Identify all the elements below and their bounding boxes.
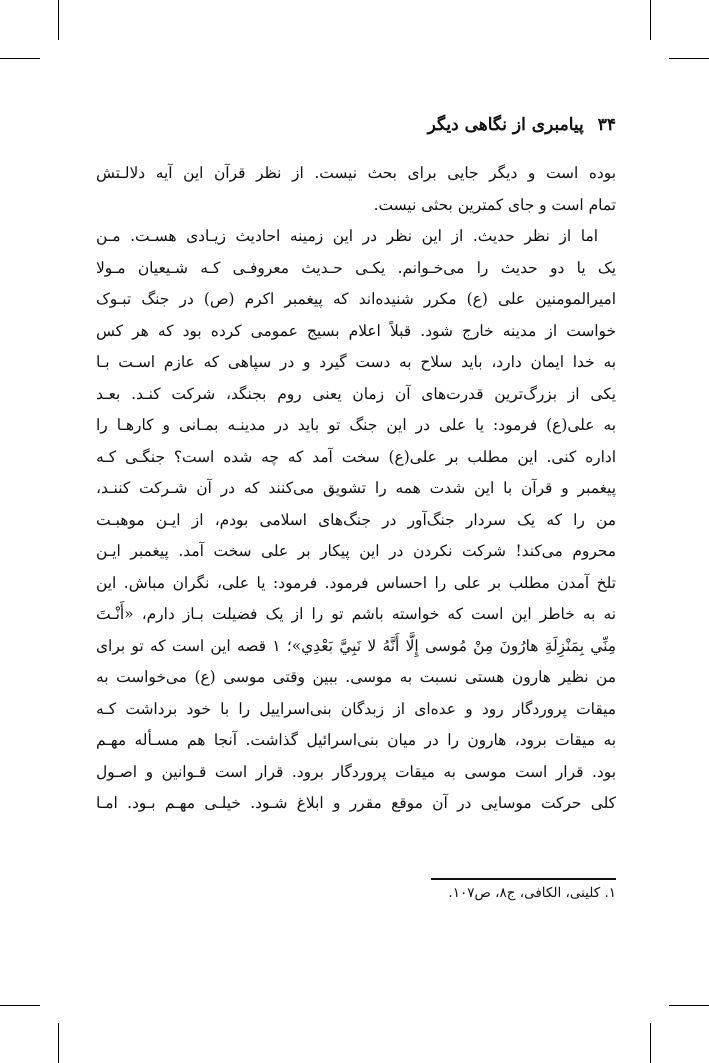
body-text	[96, 158, 616, 820]
text-line: خواست از مدینه خارج شود. قبلاً اعلام بسیج عمومی کرده بود که هر کس	[96, 321, 616, 340]
text-line: بود. قرار است موسی به میقات پروردگار برود. قرار است قـوانین و اصـول	[96, 762, 616, 781]
text-line: امیرالمومنین علی (ع) مکرر شنیده‌اند که پیغمبر اکرم (ص) در جنگ تبـوک	[96, 290, 616, 308]
text-line: پیغمبر و قرآن با این شدت همه را تشویق می‌کنند که در آن شـرکت کننـد،	[96, 479, 616, 497]
text-line: محروم می‌کند! شرکت نکردن در این پیکار بر علی سخت آمد. پیغمبر ایـن	[96, 542, 616, 560]
text-line: به خدا ایمان دارد، باید سلاح به دست گیرد و در سپاهی که عازم اسـت بـا	[96, 353, 616, 371]
crop-mark-bottom-left-h	[0, 1005, 40, 1006]
crop-mark-bottom-right-h	[669, 1005, 709, 1006]
text-line: میقات پروردگار رود و عده‌ای از زبدگان بنی‌اسراییل را با خود برداشت کـه	[96, 699, 616, 718]
crop-mark-bottom-right-v	[650, 1023, 651, 1063]
footnote: ۱. کلینی، الکافی، ج۸، ص۱۰۷.	[448, 885, 616, 901]
text-line: به میقات برود، هارون را در میان بنی‌اسرائیل گذاشت. آنجا هم مسـأله مهـم	[96, 731, 616, 749]
crop-mark-top-left-v	[58, 0, 59, 40]
text-line: بوده است و دیگر جایی برای بحث نیست. از نظر قرآن این آیه دلالـتش	[96, 164, 616, 182]
text-line: به علی(ع) فرمود: یا علی در این جنگ تو باید در مدینـه بمـانی و کارهـا را	[96, 416, 616, 434]
text-line: یکی از بزرگ‌ترین قدرت‌های آن زمان یعنی روم بجنگد، شرکت کنـد. بعـد	[96, 384, 616, 403]
crop-mark-top-right-v	[650, 0, 651, 40]
book-page	[96, 0, 616, 1063]
crop-mark-top-left-h	[0, 58, 40, 59]
crop-mark-bottom-left-v	[58, 1023, 59, 1063]
text-line: تمام است و جای کمترین بحثی نیست.	[373, 195, 616, 214]
text-line: یک یا دو حدیث را می‌خـوانم. یکـی حـدیث معروفـی کـه شـیعیان مـولا	[96, 258, 616, 277]
text-line: کلی حرکت موسایی در آن موقع مقرر و ابلاغ شـود. خیلـی مهـم بـود. امـا	[96, 794, 616, 812]
footnote-divider	[431, 878, 616, 880]
text-line: من را که یک سردار جنگ‌آور در جنگ‌های اسلامی بودم، از ایـن موهبـت	[96, 510, 616, 529]
text-line: تلخ آمدن مطلب بر علی را احساس فرمود. فرمود: یا علی، نگران مباش. این	[96, 573, 616, 592]
page-number: ۳۴	[597, 115, 616, 135]
running-header	[428, 115, 616, 135]
text-line: اداره کنی. این مطلب بر علی(ع) سخت آمد که چه شده است؟ جنگـی کـه	[96, 447, 616, 466]
text-line: من نظیر هارون هستی نسبت به موسی. ببین وقتی موسی (ع) می‌خواست به	[96, 668, 616, 686]
text-line: اما از نظر حدیث. از این نظر در این زمینه احادیث زیـادی هسـت. مـن	[96, 227, 598, 245]
text-line: نه به خاطر این است که خواسته باشم تو را از یک فضیلت بـاز دارم، «أَنْـتَ	[96, 605, 616, 623]
running-title: پیامبری از نگاهی دیگر	[427, 115, 584, 135]
text-line: مِنِّي بِمَنْزِلَةِ هارُونَ مِنْ مُوسى إِلَّا أَنَّهُ لا نَبِيَّ بَعْدِي»؛ ۱ قصه این است که تو برای	[96, 636, 616, 655]
crop-mark-top-right-h	[669, 58, 709, 59]
